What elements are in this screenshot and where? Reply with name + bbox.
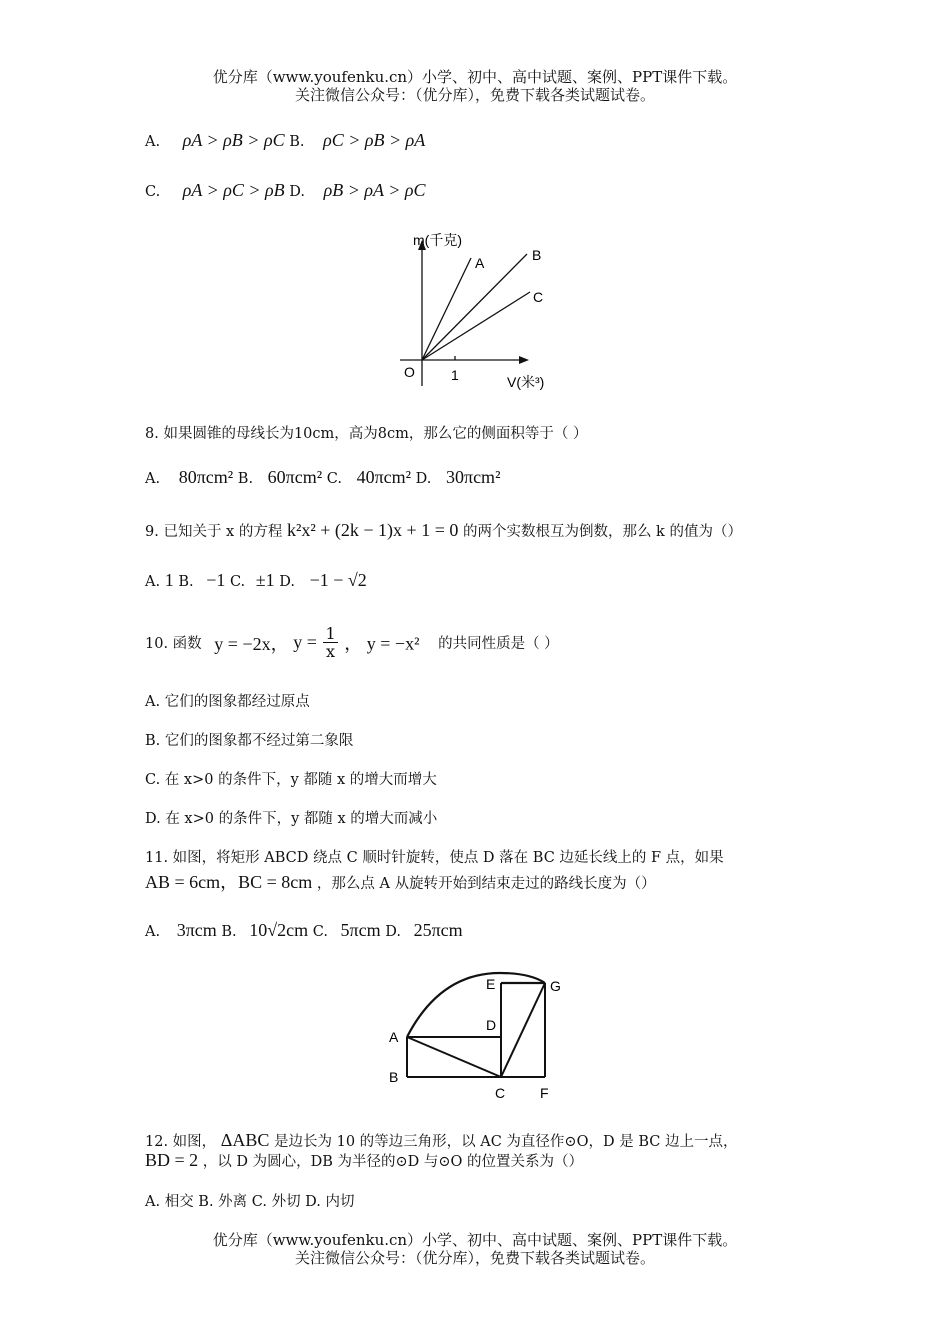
origin-label: O — [404, 364, 415, 380]
point-c-label: C — [495, 1085, 506, 1101]
q11-stem-line-1: 11. 如图，将矩形 ABCD 绕点 C 顺时针旋转，使点 D 落在 BC 边延长线上的 F 点，如果 — [145, 850, 724, 866]
q9-option-d: −1 − √2 — [309, 570, 367, 590]
q7-options-row-2 — [145, 180, 426, 201]
q12-condition: BD = 2 — [145, 1150, 199, 1170]
point-d-label: D — [486, 1017, 497, 1033]
q12-stem-post: ，以 D 为圆心，DB 为半径的⊙D 与⊙O 的位置关系为（） — [202, 1154, 584, 1170]
q9-option-a-label: A. — [145, 574, 161, 590]
q9-stem-pre: 9. 已知关于 x 的方程 — [145, 524, 283, 540]
line-b-label: B — [532, 247, 542, 263]
q11-option-c: 5πcm — [340, 920, 381, 940]
tick-1-label: 1 — [451, 367, 459, 383]
q12-stem-line-2 — [145, 1150, 583, 1171]
q11-option-d: 25πcm — [413, 920, 463, 940]
q7-option-b-label: B. — [289, 134, 305, 150]
q9-equation: k²x² + (2k − 1)x + 1 = 0 — [286, 520, 459, 540]
q11-option-a-label: A. — [145, 924, 161, 940]
y-axis-label: m(千克) — [413, 232, 462, 248]
q11-condition: AB = 6cm，BC = 8cm — [145, 872, 313, 892]
q7-mass-volume-graph — [395, 228, 570, 398]
q8-stem: 8. 如果圆锥的母线长为10cm，高为8cm，那么它的侧面积等于（ ） — [145, 426, 588, 442]
q10-function-3: ， y = −x² — [344, 633, 420, 654]
q9-stem — [145, 520, 742, 541]
q12-stem-pre: 12. 如图， — [145, 1134, 217, 1150]
q7-option-b: ρC > ρB > ρA — [323, 130, 426, 150]
q12-triangle: ΔABC — [220, 1130, 270, 1150]
q11-stem-post: ，那么点 A 从旋转开始到结束走过的路线长度为（） — [316, 876, 656, 892]
header-line-1: 优分库（www.youfenku.cn）小学、初中、高中试题、案例、PPT课件下载。 — [212, 68, 738, 86]
q12-stem-line-1 — [145, 1130, 737, 1151]
q8-option-d: 30πcm² — [445, 467, 501, 487]
footer-line-2: 关注微信公众号：（优分库），免费下载各类试题试卷。 — [294, 1249, 655, 1267]
q11-option-c-label: C. — [312, 924, 328, 940]
header-line-2: 关注微信公众号：（优分库），免费下载各类试题试卷。 — [294, 86, 655, 104]
q12-stem-mid: 是边长为 10 的等边三角形，以 AC 为直径作⊙O，D 是 BC 边上一点， — [273, 1134, 738, 1150]
q11-option-b: 10√2cm — [249, 920, 309, 940]
q11-option-b-label: B. — [221, 924, 237, 940]
q10-fraction-numerator: 1 — [325, 624, 336, 643]
q9-option-c-label: C. — [229, 574, 246, 590]
q10-option-c: C. 在 x>0 的条件下，y 都随 x 的增大而增大 — [145, 772, 437, 788]
q10-stem-post: 的共同性质是（ ） — [438, 636, 559, 652]
line-a-label: A — [475, 255, 485, 271]
q8-option-b: 60πcm² — [267, 467, 323, 487]
q11-option-a: 3πcm — [176, 920, 217, 940]
line-c-label: C — [533, 289, 544, 305]
q8-option-d-label: D. — [415, 471, 432, 487]
footer-line-1: 优分库（www.youfenku.cn）小学、初中、高中试题、案例、PPT课件下载。 — [212, 1231, 738, 1249]
q11-options — [145, 920, 463, 941]
q7-options-row-1 — [145, 130, 425, 151]
q9-option-b-label: B. — [178, 574, 194, 590]
q10-option-d: D. 在 x>0 的条件下，y 都随 x 的增大而减小 — [145, 811, 438, 827]
q10-stem-pre: 10. 函数 — [145, 636, 202, 652]
q10-fraction — [323, 625, 337, 660]
q10-fraction-denominator: x — [326, 642, 336, 661]
q7-option-c-label: C. — [145, 184, 161, 200]
point-f-label: F — [540, 1085, 549, 1101]
q11-rectangle-rotation-figure — [380, 965, 570, 1105]
q9-stem-post: 的两个实数根互为倒数，那么 k 的值为（） — [462, 524, 742, 540]
q9-option-a: 1 — [164, 570, 174, 590]
q11-stem-line-2 — [145, 868, 656, 894]
q8-option-c-label: C. — [326, 471, 342, 487]
q7-option-a-label: A. — [145, 134, 161, 150]
q8-option-a: 80πcm² — [178, 467, 234, 487]
q8-option-b-label: B. — [237, 471, 254, 487]
q11-option-d-label: D. — [385, 924, 401, 940]
q9-option-d-label: D. — [279, 574, 295, 590]
segment-ac — [407, 1037, 501, 1077]
q10-function-1: y = −2x， — [214, 633, 289, 654]
q9-options — [145, 570, 367, 591]
q7-option-a: ρA > ρB > ρC — [182, 130, 285, 150]
q8-options — [145, 467, 500, 488]
q8-option-c: 40πcm² — [356, 467, 412, 487]
q10-option-a: A. 它们的图象都经过原点 — [145, 694, 310, 710]
q10-stem — [145, 625, 559, 660]
x-axis-label: V(米³) — [507, 374, 545, 390]
q10-function-2: y = — [293, 632, 317, 652]
segment-cg — [501, 983, 545, 1077]
q7-option-c: ρA > ρC > ρB — [182, 180, 285, 200]
x-axis-arrow — [519, 356, 529, 364]
point-g-label: G — [550, 978, 561, 994]
point-b-label: B — [389, 1069, 399, 1085]
q12-options: A. 相交 B. 外离 C. 外切 D. 内切 — [145, 1194, 355, 1210]
point-e-label: E — [486, 976, 496, 992]
q7-option-d-label: D. — [289, 184, 306, 200]
q9-option-b: −1 — [206, 570, 226, 590]
point-a-label: A — [389, 1029, 399, 1045]
q8-option-a-label: A. — [145, 471, 161, 487]
q9-option-c: ±1 — [255, 570, 275, 590]
q7-option-d: ρB > ρA > ρC — [323, 180, 426, 200]
q10-option-b: B. 它们的图象都不经过第二象限 — [145, 733, 354, 749]
